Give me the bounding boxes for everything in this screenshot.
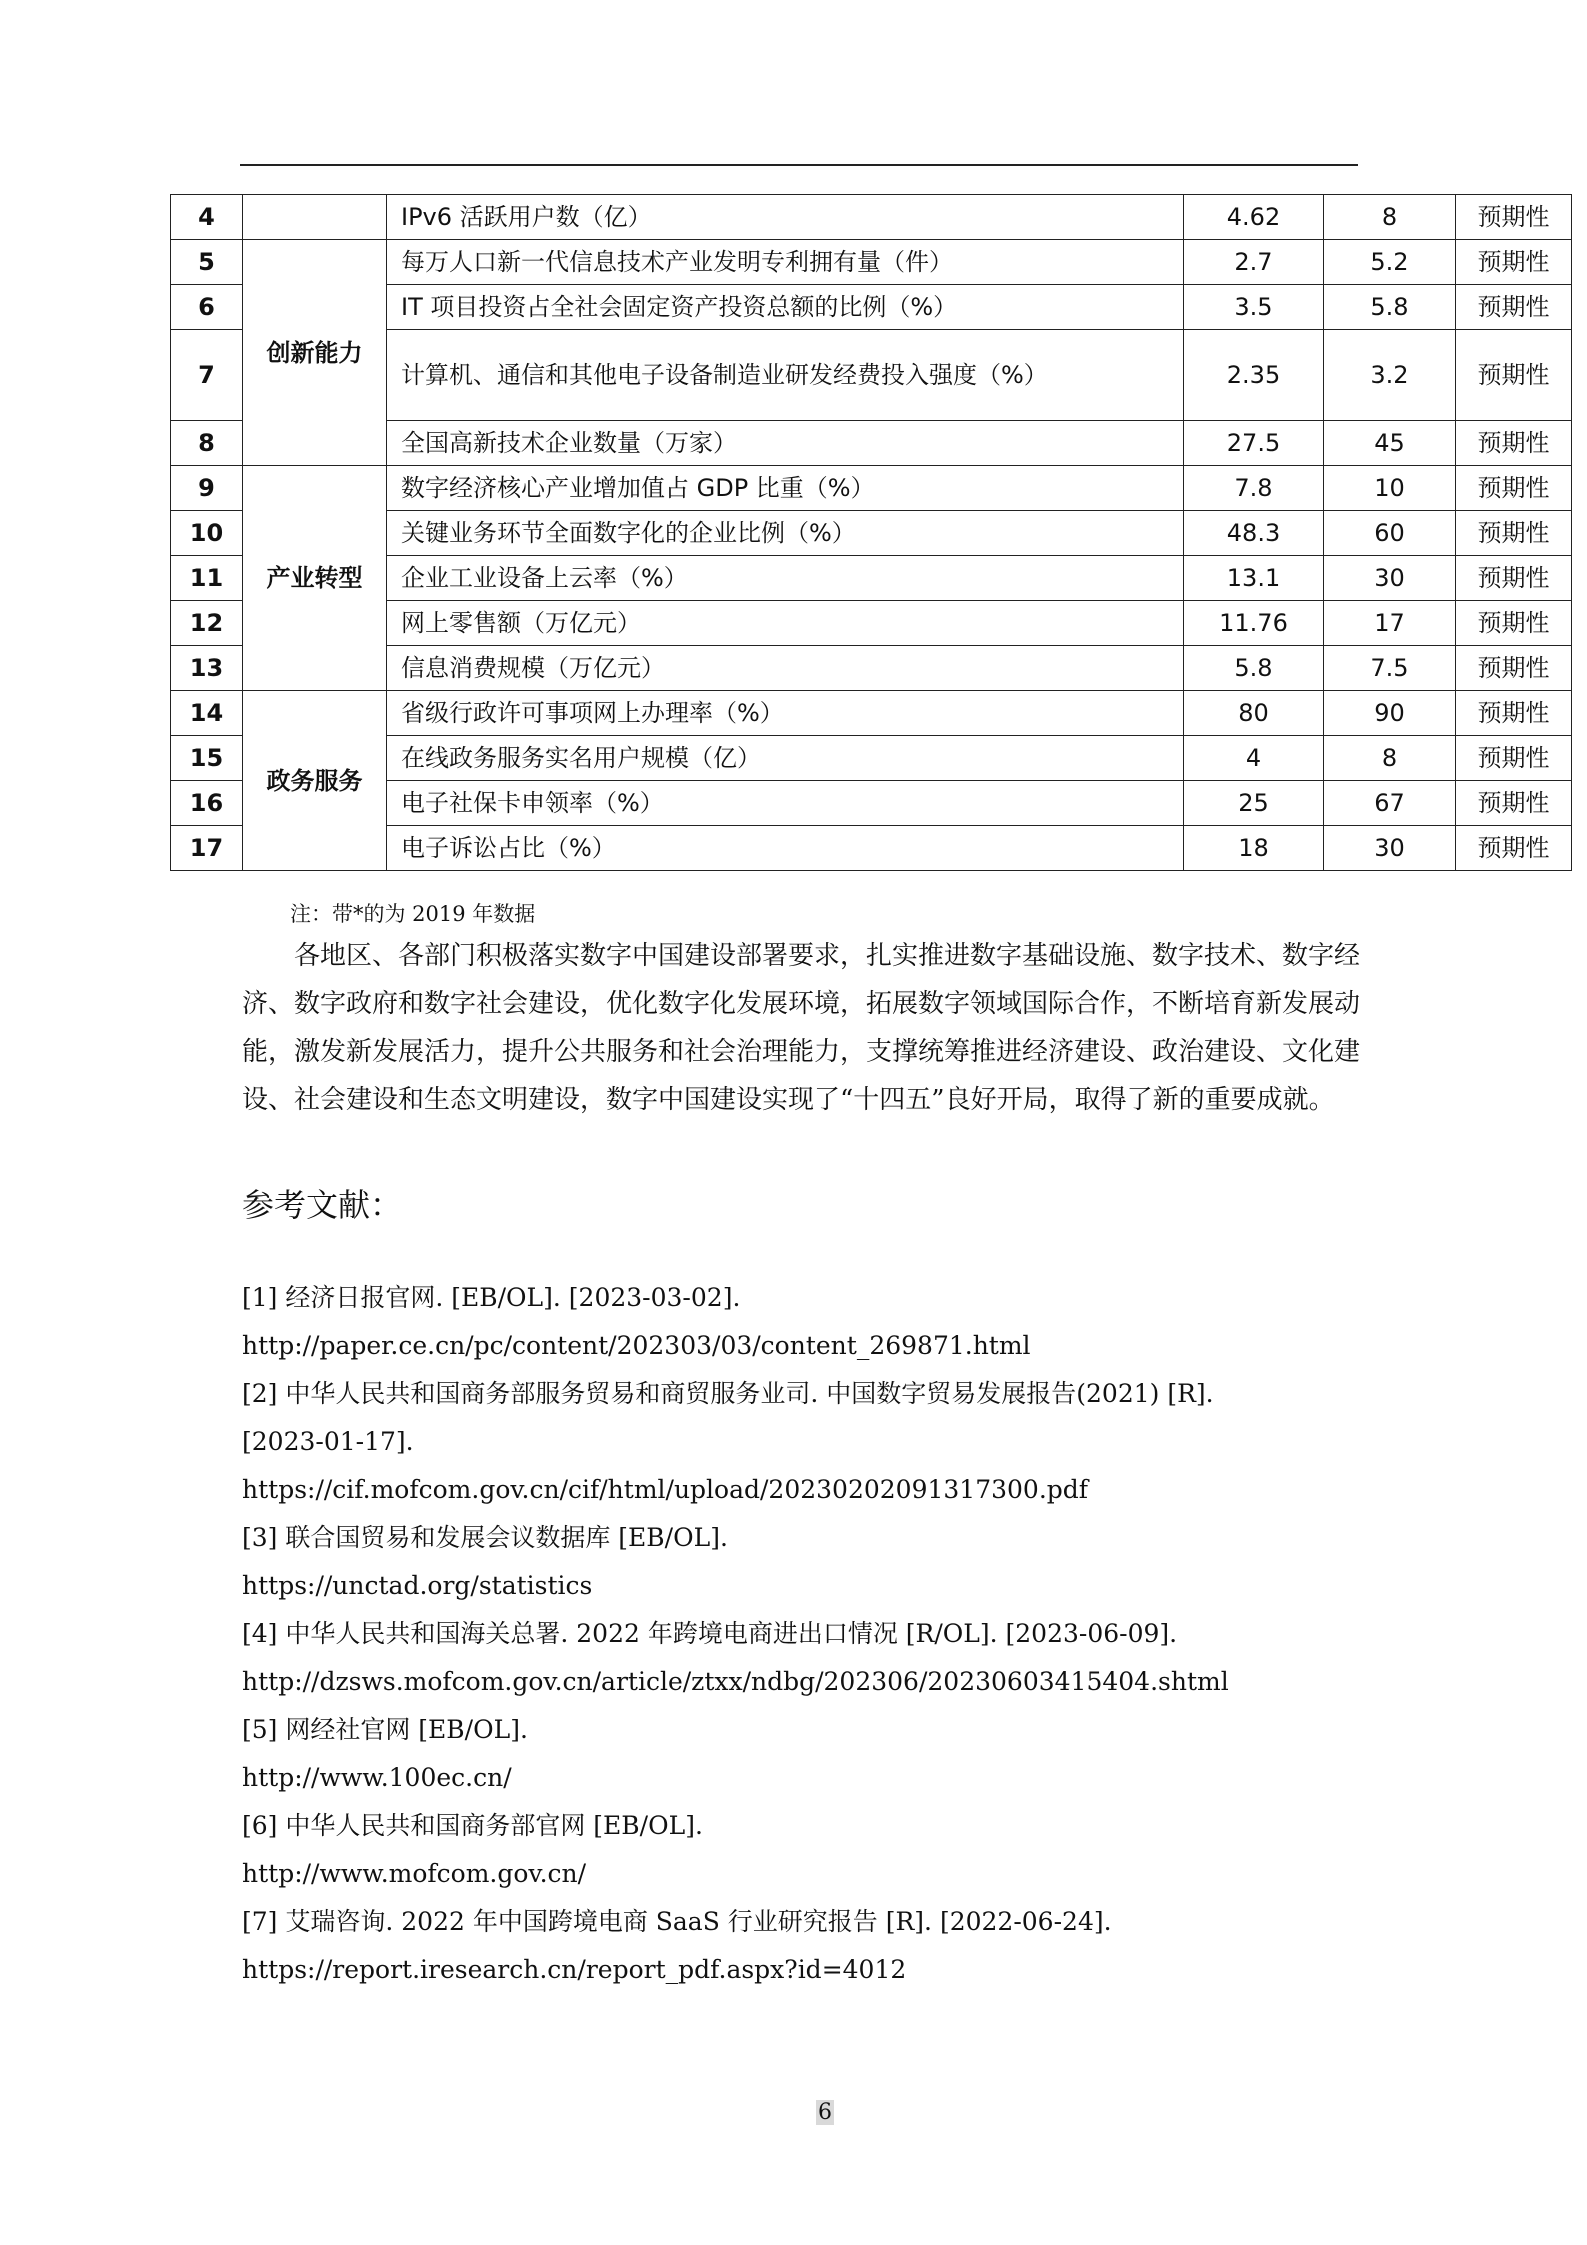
row-number: 17 (171, 826, 243, 871)
value-target: 30 (1324, 826, 1456, 871)
row-number: 7 (171, 330, 243, 421)
indicator-name: 信息消费规模（万亿元） (387, 646, 1184, 691)
row-number: 10 (171, 511, 243, 556)
value-base: 2.35 (1184, 330, 1324, 421)
reference-link[interactable]: http://dzsws.mofcom.gov.cn/article/ztxx/ndbg/202306/20230603415404.shtml (242, 1667, 1229, 1696)
value-target: 8 (1324, 195, 1456, 240)
indicator-name: 电子诉讼占比（%） (387, 826, 1184, 871)
indicator-attribute: 预期性 (1456, 691, 1572, 736)
reference-line: [5] 网经社官网 [EB/OL]. (242, 1715, 528, 1744)
value-target: 30 (1324, 556, 1456, 601)
indicator-name: 在线政务服务实名用户规模（亿） (387, 736, 1184, 781)
category-industry: 产业转型 (243, 466, 387, 691)
header-rule (240, 164, 1358, 166)
indicator-attribute: 预期性 (1456, 556, 1572, 601)
indicator-attribute: 预期性 (1456, 466, 1572, 511)
indicator-name: IT 项目投资占全社会固定资产投资总额的比例（%） (387, 285, 1184, 330)
row-number: 5 (171, 240, 243, 285)
value-target: 7.5 (1324, 646, 1456, 691)
indicator-name: 省级行政许可事项网上办理率（%） (387, 691, 1184, 736)
indicator-name: 计算机、通信和其他电子设备制造业研发经费投入强度（%） (387, 330, 1184, 421)
value-target: 90 (1324, 691, 1456, 736)
row-number: 16 (171, 781, 243, 826)
row-number: 11 (171, 556, 243, 601)
indicator-name: 每万人口新一代信息技术产业发明专利拥有量（件） (387, 240, 1184, 285)
row-number: 4 (171, 195, 243, 240)
value-base: 48.3 (1184, 511, 1324, 556)
value-base: 4.62 (1184, 195, 1324, 240)
row-number: 8 (171, 421, 243, 466)
reference-line: [1] 经济日报官网. [EB/OL]. [2023-03-02]. (242, 1283, 741, 1312)
reference-link[interactable]: http://www.mofcom.gov.cn/ (242, 1859, 587, 1888)
table-row (171, 466, 1572, 511)
indicator-attribute: 预期性 (1456, 826, 1572, 871)
table-note: 注：带*的为 2019 年数据 (290, 902, 536, 926)
row-number: 15 (171, 736, 243, 781)
value-target: 67 (1324, 781, 1456, 826)
value-base: 13.1 (1184, 556, 1324, 601)
indicator-attribute: 预期性 (1456, 736, 1572, 781)
value-base: 5.8 (1184, 646, 1324, 691)
indicator-name: 数字经济核心产业增加值占 GDP 比重（%） (387, 466, 1184, 511)
value-base: 18 (1184, 826, 1324, 871)
row-number: 12 (171, 601, 243, 646)
reference-link[interactable]: https://cif.mofcom.gov.cn/cif/html/upload/20230202091317300.pdf (242, 1475, 1089, 1504)
value-target: 10 (1324, 466, 1456, 511)
indicator-name: 网上零售额（万亿元） (387, 601, 1184, 646)
indicator-attribute: 预期性 (1456, 781, 1572, 826)
category-gov-services: 政务服务 (243, 691, 387, 871)
body-paragraph: 各地区、各部门积极落实数字中国建设部署要求，扎实推进数字基础设施、数字技术、数字经济、数字政府和数字社会建设，优化数字化发展环境，拓展数字领域国际合作，不断培育新发展动能，激发新发展活力，提升公共服务和社会治理能力，支撑统筹推进经济建设、政治建设、文化建设、社会建设和生态文明建设，数字中国建设实现了“十四五”良好开局，取得了新的重要成就。 (242, 941, 1361, 1115)
indicator-name: 电子社保卡申领率（%） (387, 781, 1184, 826)
page-number: 6 (818, 2100, 832, 2125)
indicator-attribute: 预期性 (1456, 240, 1572, 285)
indicator-attribute: 预期性 (1456, 601, 1572, 646)
references-heading: 参考文献： (242, 1186, 403, 1224)
reference-line: [7] 艾瑞咨询. 2022 年中国跨境电商 SaaS 行业研究报告 [R]. [2022-06-24]. (242, 1907, 1112, 1936)
value-base: 80 (1184, 691, 1324, 736)
reference-link[interactable]: https://report.iresearch.cn/report_pdf.aspx?id=4012 (242, 1955, 907, 1984)
table-row (171, 691, 1572, 736)
value-target: 45 (1324, 421, 1456, 466)
value-target: 5.2 (1324, 240, 1456, 285)
indicator-name: IPv6 活跃用户数（亿） (387, 195, 1184, 240)
value-base: 4 (1184, 736, 1324, 781)
value-target: 3.2 (1324, 330, 1456, 421)
indicator-name: 关键业务环节全面数字化的企业比例（%） (387, 511, 1184, 556)
value-base: 25 (1184, 781, 1324, 826)
indicator-name: 全国高新技术企业数量（万家） (387, 421, 1184, 466)
row-number: 14 (171, 691, 243, 736)
value-base: 7.8 (1184, 466, 1324, 511)
value-target: 60 (1324, 511, 1456, 556)
indicator-attribute: 预期性 (1456, 330, 1572, 421)
row-number: 13 (171, 646, 243, 691)
value-target: 17 (1324, 601, 1456, 646)
reference-line: [2023-01-17]. (242, 1427, 414, 1456)
indicator-table (170, 194, 1572, 871)
reference-link[interactable]: https://unctad.org/statistics (242, 1571, 593, 1600)
value-base: 27.5 (1184, 421, 1324, 466)
reference-line: [3] 联合国贸易和发展会议数据库 [EB/OL]. (242, 1523, 728, 1552)
indicator-name: 企业工业设备上云率（%） (387, 556, 1184, 601)
indicator-attribute: 预期性 (1456, 285, 1572, 330)
indicator-attribute: 预期性 (1456, 646, 1572, 691)
reference-line: [4] 中华人民共和国海关总署. 2022 年跨境电商进出口情况 [R/OL]. [2023-06-09]. (242, 1619, 1178, 1648)
indicator-attribute: 预期性 (1456, 421, 1572, 466)
reference-link[interactable]: http://paper.ce.cn/pc/content/202303/03/content_269871.html (242, 1331, 1031, 1360)
reference-line: [2] 中华人民共和国商务部服务贸易和商贸服务业司. 中国数字贸易发展报告(2021) [R]. (242, 1379, 1214, 1408)
category-cell-empty (243, 195, 387, 240)
reference-link[interactable]: http://www.100ec.cn/ (242, 1763, 512, 1792)
category-innovation: 创新能力 (243, 240, 387, 466)
table-row (171, 195, 1572, 240)
value-base: 3.5 (1184, 285, 1324, 330)
references-list (242, 1274, 1360, 1994)
row-number: 6 (171, 285, 243, 330)
table-row (171, 240, 1572, 285)
indicator-attribute: 预期性 (1456, 195, 1572, 240)
indicator-attribute: 预期性 (1456, 511, 1572, 556)
reference-line: [6] 中华人民共和国商务部官网 [EB/OL]. (242, 1811, 703, 1840)
value-base: 11.76 (1184, 601, 1324, 646)
value-target: 5.8 (1324, 285, 1456, 330)
row-number: 9 (171, 466, 243, 511)
value-base: 2.7 (1184, 240, 1324, 285)
value-target: 8 (1324, 736, 1456, 781)
